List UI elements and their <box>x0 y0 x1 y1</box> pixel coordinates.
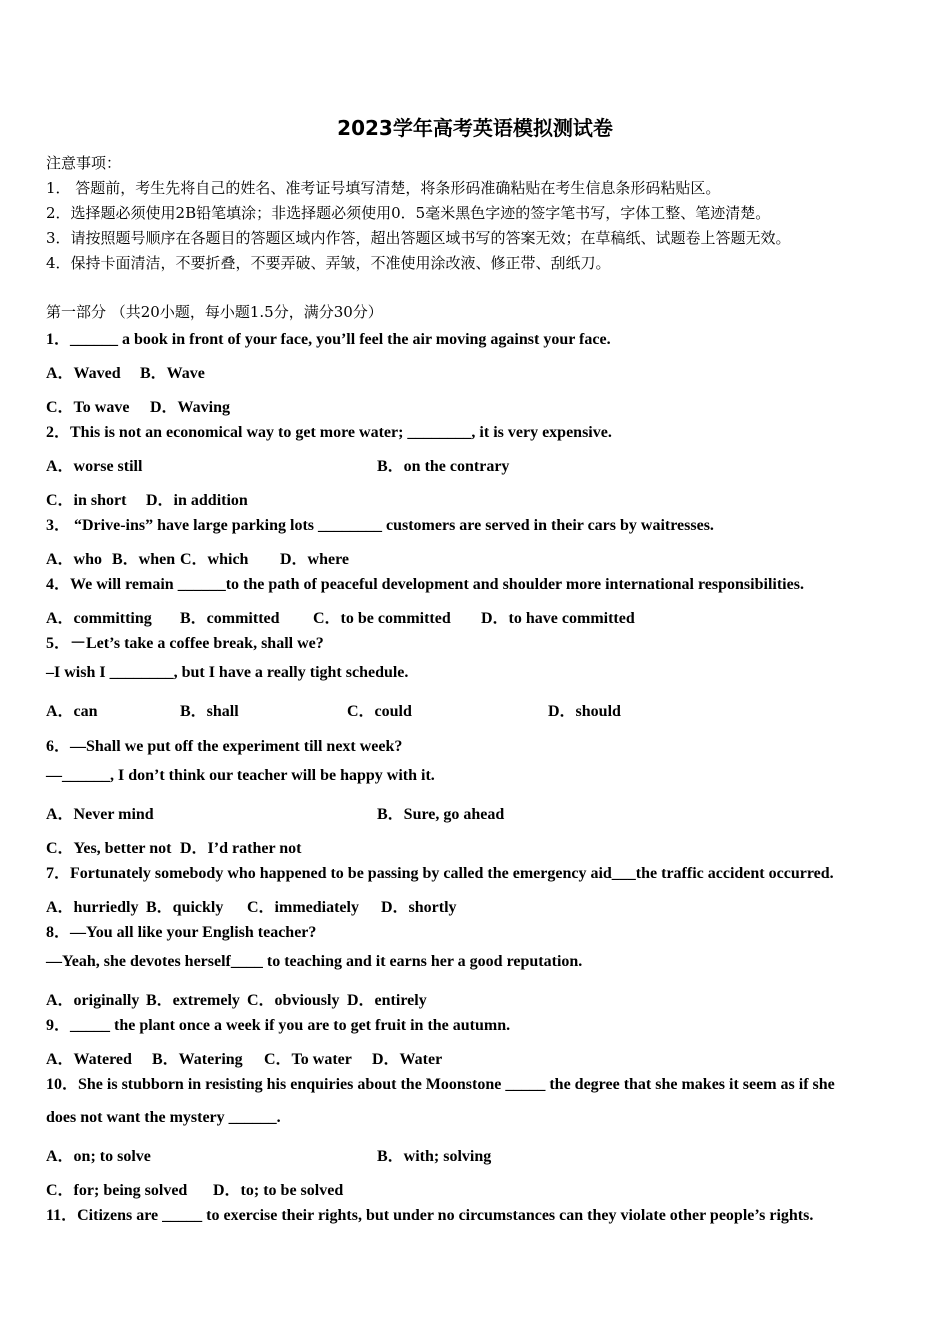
question-stem: 9．_____ the plant once a week if you are to get fruit in the autumn. <box>46 1017 511 1034</box>
question-stem: 10．She is stubborn in resisting his enquiries about the Moonstone _____ the degree that she makes it seem as if she <box>46 1076 835 1093</box>
option-d[interactable]: D．shortly <box>381 899 457 916</box>
option-a[interactable]: A．can <box>46 703 98 720</box>
option-b[interactable]: B．when <box>112 551 176 568</box>
option-b[interactable]: B．on the contrary <box>377 458 510 475</box>
option-d[interactable]: D．in addition <box>146 492 248 509</box>
question-stem: 11．Citizens are _____ to exercise their rights, but under no circumstances can they violate other people’s rights. <box>46 1207 814 1224</box>
question-stem: 5．－Let’s take a coffee break, shall we? <box>46 635 324 652</box>
question-stem: 7．Fortunately somebody who happened to be passing by called the emergency aid___the traffic accident occurred. <box>46 865 834 882</box>
option-a[interactable]: A．on; to solve <box>46 1148 151 1165</box>
option-c[interactable]: C．Yes, better not <box>46 840 172 857</box>
option-a[interactable]: A．committing <box>46 610 152 627</box>
option-d[interactable]: D．I’d rather not <box>180 840 302 857</box>
option-d[interactable]: D．to; to be solved <box>213 1182 344 1199</box>
question-stem: 1．______ a book in front of your face, you’ll feel the air moving against your face. <box>46 331 611 348</box>
option-c[interactable]: C．immediately <box>247 899 359 916</box>
page-title: 2023学年高考英语模拟测试卷 <box>337 116 613 140</box>
option-d[interactable]: D．where <box>280 551 350 568</box>
option-a[interactable]: A．Never mind <box>46 806 154 823</box>
option-b[interactable]: B．extremely <box>146 992 240 1009</box>
option-c[interactable]: C．obviously <box>247 992 340 1009</box>
question-stem: 6．—Shall we put off the experiment till next week? <box>46 738 403 755</box>
option-b[interactable]: B．Watering <box>152 1051 243 1068</box>
notice-item: 3．请按照题号顺序在各题目的答题区域内作答，超出答题区域书写的答案无效；在草稿纸、试题卷上答题无效。 <box>46 229 791 247</box>
option-a[interactable]: A．Waved <box>46 365 121 382</box>
option-c[interactable]: C．which <box>180 551 249 568</box>
option-a[interactable]: A．Watered <box>46 1051 132 1068</box>
option-d[interactable]: D．Water <box>372 1051 443 1068</box>
question-stem: 2．This is not an economical way to get more water; ________, it is very expensive. <box>46 424 612 441</box>
option-c[interactable]: C．in short <box>46 492 127 509</box>
question-reply: —______, I don’t think our teacher will be happy with it. <box>46 767 435 784</box>
option-a[interactable]: A．who <box>46 551 103 568</box>
option-c[interactable]: C．could <box>347 703 412 720</box>
option-d[interactable]: D．entirely <box>347 992 427 1009</box>
option-b[interactable]: B．Sure, go ahead <box>377 806 505 823</box>
notice-item: 4．保持卡面清洁，不要折叠，不要弄破、弄皱，不准使用涂改液、修正带、刮纸刀。 <box>46 254 611 272</box>
question-stem: 4．We will remain ______to the path of peaceful development and shoulder more international responsibilities. <box>46 576 804 593</box>
question-stem: 8．—You all like your English teacher? <box>46 924 317 941</box>
option-c[interactable]: C．to be committed <box>313 610 451 627</box>
notice-item: 1． 答题前，考生先将自己的姓名、准考证号填写清楚，将条形码准确粘贴在考生信息条形码粘贴区。 <box>46 179 721 197</box>
option-d[interactable]: D．to have committed <box>481 610 635 627</box>
notice-item: 2．选择题必须使用2B铅笔填涂；非选择题必须使用0．5毫米黑色字迹的签字笔书写，字体工整、笔迹清楚。 <box>46 204 771 222</box>
question-reply: –I wish I ________, but I have a really tight schedule. <box>46 664 409 681</box>
option-d[interactable]: D．should <box>548 703 621 720</box>
option-c[interactable]: C．for; being solved <box>46 1182 188 1199</box>
option-b[interactable]: B．Wave <box>140 365 205 382</box>
notice-heading: 注意事项： <box>46 154 122 172</box>
option-a[interactable]: A．originally <box>46 992 140 1009</box>
option-b[interactable]: B．shall <box>180 703 239 720</box>
option-a[interactable]: A．worse still <box>46 458 143 475</box>
question-stem-continued: does not want the mystery ______. <box>46 1109 281 1126</box>
question-stem: 3． “Drive-ins” have large parking lots ________ customers are served in their cars by waitresses. <box>46 517 714 534</box>
option-b[interactable]: B．committed <box>180 610 280 627</box>
option-b[interactable]: B．quickly <box>146 899 224 916</box>
option-d[interactable]: D．Waving <box>150 399 231 416</box>
section-heading: 第一部分 （共20小题，每小题1.5分，满分30分） <box>46 303 383 321</box>
option-b[interactable]: B．with; solving <box>377 1148 492 1165</box>
option-c[interactable]: C．To wave <box>46 399 130 416</box>
option-c[interactable]: C．To water <box>264 1051 352 1068</box>
question-reply: —Yeah, she devotes herself____ to teaching and it earns her a good reputation. <box>46 953 583 970</box>
option-a[interactable]: A．hurriedly <box>46 899 139 916</box>
